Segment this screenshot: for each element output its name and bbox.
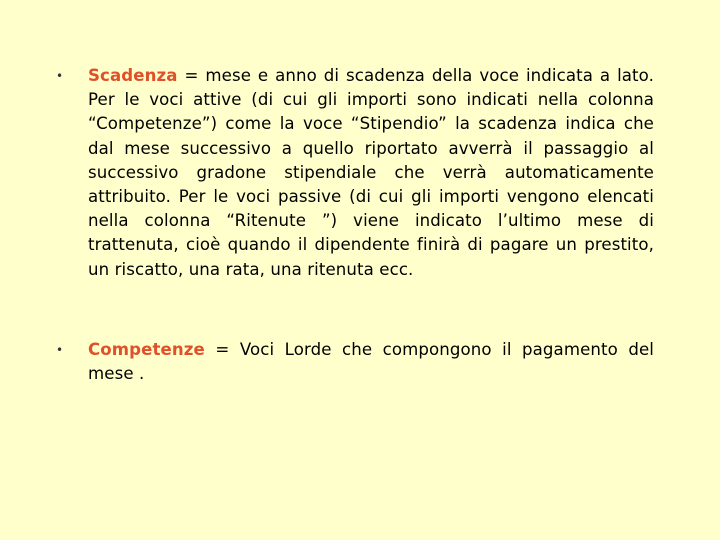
bullet-item-competenze xyxy=(56,338,656,386)
definition-competenze: = Voci Lorde che compongono il pagamento del mese . xyxy=(88,340,654,384)
term-scadenza: Scadenza xyxy=(88,66,178,85)
bullet-dot-icon: • xyxy=(56,69,64,83)
bullet-item-scadenza xyxy=(56,64,656,282)
term-competenze: Competenze xyxy=(88,340,205,359)
bullet-dot-icon: • xyxy=(56,343,64,357)
definition-scadenza: = mese e anno di scadenza della voce indicata a lato. Per le voci attive (di cui gli importi sono indicati nella colonna “Competenze”) come la voce “Stipendio” la scadenza indica che dal mese successivo a quello riportato avverrà il passaggio al successivo gradone stipendiale che verrà automaticamente attribuito. Per le voci passive (di cui gli importi vengono elencati nella colonna “Ritenute ”) viene indicato l’ultimo mese di trattenuta, cioè quando il dipendente finirà di pagare un prestito, un riscatto, una rata, una ritenuta ecc. xyxy=(88,66,654,279)
bullet-text xyxy=(88,64,654,282)
bullet-text xyxy=(88,338,654,386)
